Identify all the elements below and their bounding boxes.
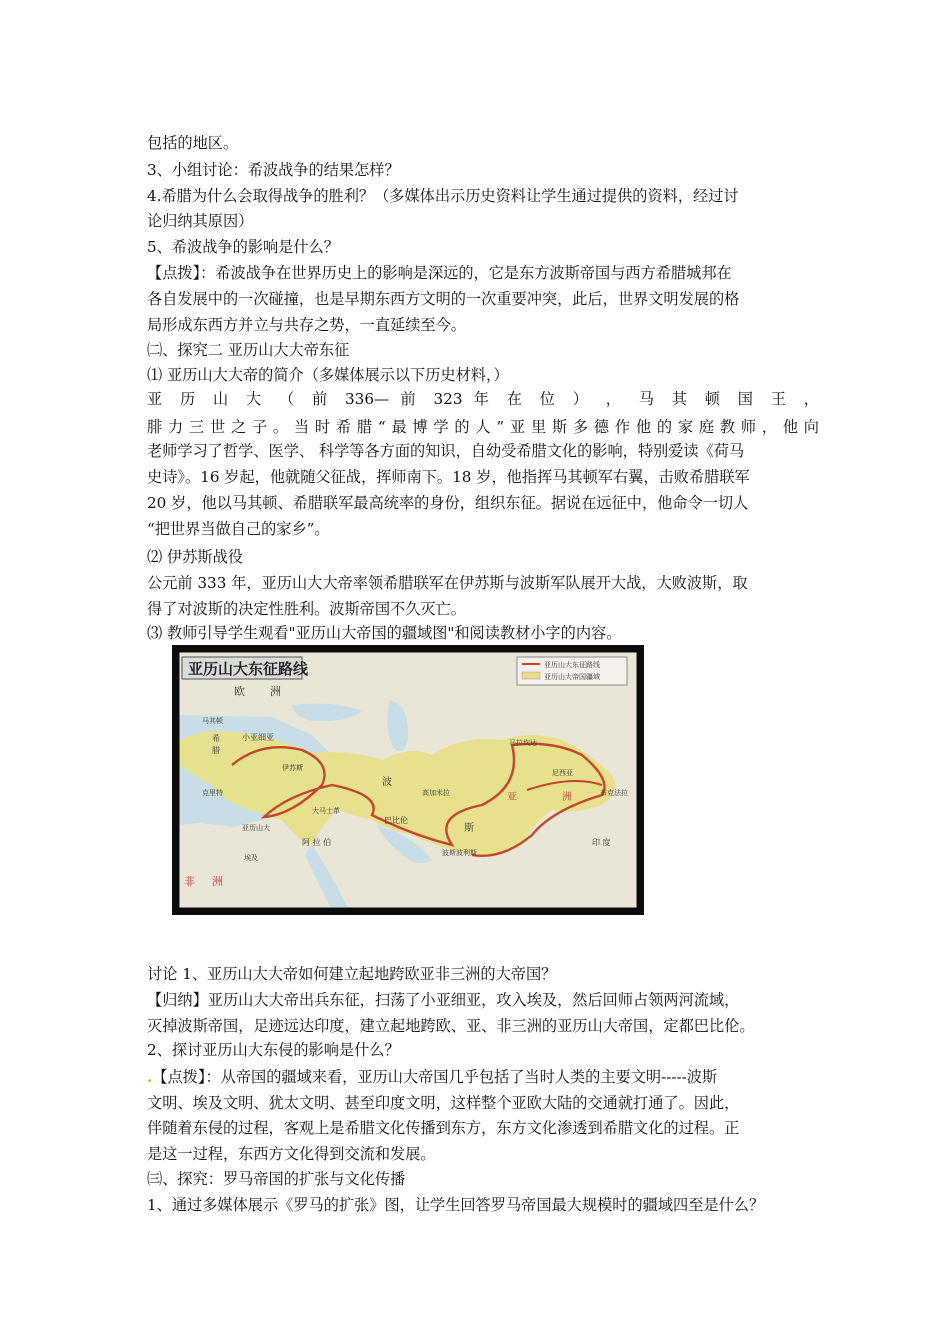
text-line: 各自发展中的一次碰撞，也是早期东西方文明的一次重要冲突，此后，世界文明发展的格: [147, 290, 740, 308]
label-tyre: 大马士革: [312, 807, 340, 815]
text-line: 老师学习了哲学、医学、 科学等各方面的知识，自幼受希腊文化的影响，特别爱读《荷马: [147, 442, 745, 460]
label-la: 腊: [212, 746, 220, 755]
text-line: 史诗》。16 岁起，他就随父征战，挥师南下。18 岁，他指挥马其顿军右翼，击败希腊联军: [147, 468, 750, 486]
text-line: 是这一过程，东西方文化得到交流和发展。: [147, 1145, 436, 1163]
text-line: 2、探讨亚历山大东侵的影响是什么？: [147, 1041, 400, 1059]
label-issus: 伊苏斯: [282, 764, 303, 772]
label-crete: 克里特: [202, 789, 223, 797]
text-line: 局形成东西方并立与共存之势，一直延续至今。: [147, 316, 466, 334]
text-line: ⑶ 教师引导学生观看"亚历山大帝国的疆域图"和阅读教材小字的内容。: [147, 624, 622, 642]
text-line: 文明、埃及文明、犹太文明、甚至印度文明，这样整个亚欧大陆的交通就打通了。因此，: [147, 1094, 740, 1112]
label-egypt: 埃及: [244, 854, 258, 862]
label-africa-2: 洲: [212, 875, 223, 888]
text-line: ⑴ 亚历山大大帝的简介（多媒体展示以下历史材料，）: [147, 366, 509, 384]
text-line: 公元前 333 年，亚历山大大帝率领希腊联军在伊苏斯与波斯军队展开大战，大败波斯，取: [147, 574, 748, 592]
label-asia-2: 洲: [562, 792, 572, 803]
text-line: 包括的地区。: [147, 134, 239, 152]
section-heading: ㈡、探究二 亚历山大大帝东征: [147, 341, 350, 359]
text-line: 腓力三世之子。当时希腊“最博学的人”亚里斯多德作他的家庭教师，他向: [147, 418, 819, 436]
label-nicaea: 尼西亚: [552, 769, 573, 777]
text-line: 灭掉波斯帝国，足迹远达印度，建立起地跨欧、亚、非三洲的亚历山大帝国，定都巴比伦。: [147, 1017, 755, 1035]
label-persepolis: 波斯波利斯: [442, 849, 477, 857]
label-india: 印 度: [592, 838, 611, 847]
text-line: ⑵ 伊苏斯战役: [147, 548, 243, 566]
map-title: 亚历山大东征路线: [188, 660, 309, 678]
label-maracanda: 马拉坎达: [509, 739, 537, 747]
text-line: “把世界当做自己的家乡”。: [147, 520, 330, 538]
text-line: 论归纳其原因）: [147, 212, 254, 230]
label-si: 斯: [464, 823, 474, 834]
label-gaugamela: 高加米拉: [422, 789, 450, 797]
text-line: [147, 1066, 717, 1088]
label-europe-1: 欧: [234, 685, 245, 698]
map-figure: [172, 645, 644, 915]
text-line: 【点拨】：希波战争在世界历史上的影响是深远的，它是东方波斯帝国与西方希腊城邦在: [147, 264, 732, 282]
label-arabia: 阿 拉 伯: [302, 838, 332, 847]
text-line: 3、小组讨论：希波战争的结果怎样？: [147, 161, 400, 179]
text-line: 讨论 1、亚历山大大帝如何建立起地跨欧亚非三洲的大帝国？: [147, 965, 557, 983]
text-line: 1、通过多媒体展示《罗马的扩张》图，让学生回答罗马帝国最大规模时的疆域四至是什么？: [147, 1196, 765, 1214]
legend-territory-swatch: [522, 672, 540, 679]
section-heading: ㈢、探究：罗马帝国的扩张与文化传播: [147, 1170, 406, 1188]
yellow-mark: .: [147, 1068, 153, 1086]
label-asia-minor: 小亚细亚: [242, 733, 274, 742]
text-line: 亚 历 山 大 （ 前 336— 前 323 年 在 位 ） ， 马 其 顿 国 王 ，: [147, 390, 819, 408]
text-span: 【点拨】：从帝国的疆域来看，亚历山大帝国几乎包括了当时人类的主要文明-----波斯: [152, 1068, 718, 1086]
text-line: 20 岁，他以马其顿、希腊联军最高统率的身份，组织东征。据说在远征中，他命令一切人: [147, 494, 749, 512]
label-babylon: 巴比伦: [384, 816, 408, 825]
label-alexandria: 亚历山大: [242, 824, 270, 832]
label-bukephala: 布克法拉: [600, 789, 628, 797]
label-asia-1: 亚: [507, 792, 517, 803]
text-line: 5、希波战争的影响是什么？: [147, 238, 339, 256]
text-line: 4.希腊为什么会取得战争的胜利？（多媒体出示历史资料让学生通过提供的资料，经过讨: [147, 187, 739, 205]
text-line: 得了对波斯的决定性胜利。波斯帝国不久灭亡。: [147, 600, 466, 618]
label-africa-1: 非: [184, 875, 195, 888]
text-line: 【归纳】亚历山大大帝出兵东征，扫荡了小亚细亚，攻入埃及，然后回师占领两河流域，: [147, 991, 740, 1009]
alexander-campaign-map: [172, 645, 644, 915]
label-xi: 希: [212, 734, 220, 743]
label-macedonia: 马其顿: [202, 717, 223, 725]
label-europe-2: 洲: [270, 685, 281, 698]
legend-territory-label: 亚历山大帝国疆域: [544, 673, 600, 681]
legend-route-label: 亚历山大东征路线: [544, 661, 600, 669]
label-bo: 波: [382, 777, 392, 788]
text-line: 伴随着东侵的过程，客观上是希腊文化传播到东方，东方文化渗透到希腊文化的过程。正: [147, 1119, 740, 1137]
